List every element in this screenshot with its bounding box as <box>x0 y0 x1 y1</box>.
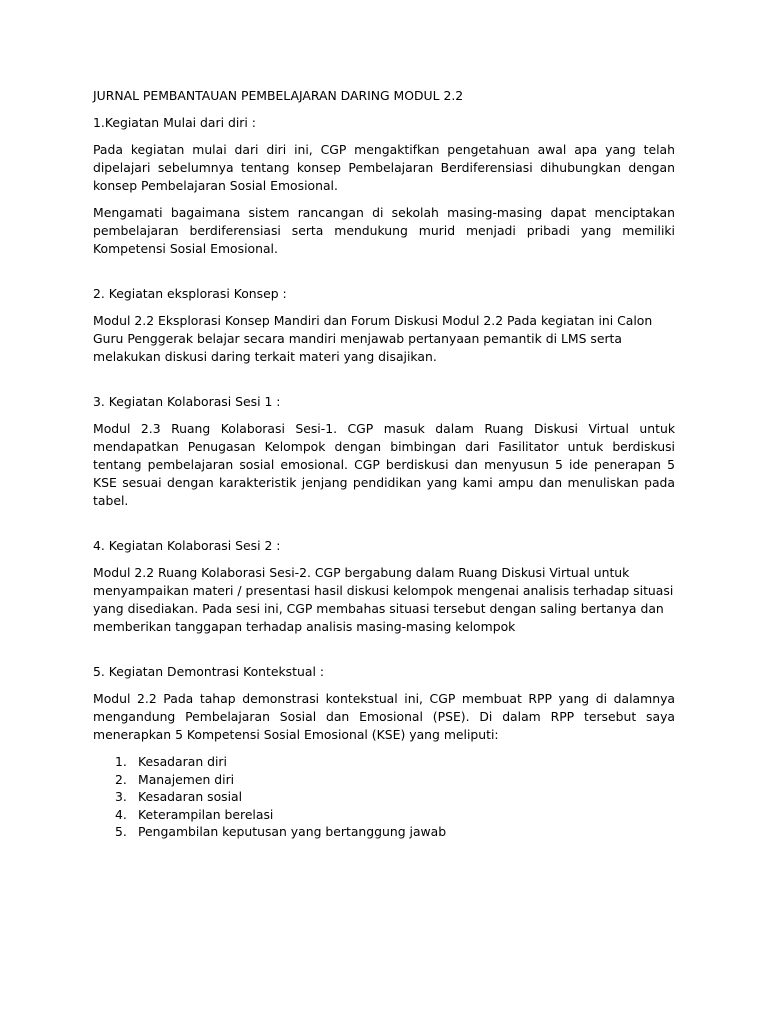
section-kolaborasi-sesi-2 <box>93 537 675 636</box>
list-item <box>93 771 675 789</box>
list-text: Manajemen diri <box>138 771 235 787</box>
section-kolaborasi-sesi-1 <box>93 393 675 510</box>
section-heading: 4. Kegiatan Kolaborasi Sesi 2 : <box>93 538 281 553</box>
section-mulai-dari-diri <box>93 114 675 258</box>
list-text: Kesadaran sosial <box>138 789 243 805</box>
section-heading: 2. Kegiatan eksplorasi Konsep : <box>93 286 287 301</box>
list-number: 5. <box>115 824 127 840</box>
list-item <box>93 788 675 806</box>
section-heading: 5. Kegiatan Demontrasi Kontekstual : <box>93 664 324 679</box>
section-paragraph: Modul 2.2 Pada tahap demonstrasi kontekstual ini, CGP membuat RPP yang di dalamnya mengandung Pembelajaran Sosial dan Emosional (PSE). Di dalam RPP tersebut saya menerapkan 5 Kompetensi Sosial Emosional (KSE) yang meliputi: <box>93 691 675 742</box>
section-paragraph: Modul 2.2 Ruang Kolaborasi Sesi-2. CGP bergabung dalam Ruang Diskusi Virtual untuk menyampaikan materi / presentasi hasil diskusi kelompok mengenai analisis terhadap situasi yang disediakan. Pada sesi ini, CGP membahas situasi tersebut dengan saling bertanya dan memberikan tanggapan terhadap analisis masing-masing kelompok <box>93 565 674 634</box>
section-demonstrasi-kontekstual <box>93 663 675 841</box>
section-heading: 3. Kegiatan Kolaborasi Sesi 1 : <box>93 394 281 409</box>
list-number: 2. <box>115 771 127 787</box>
document-body <box>93 87 675 841</box>
section-paragraph: Pada kegiatan mulai dari diri ini, CGP mengaktifkan pengetahuan awal apa yang telah dipelajari sebelumnya tentang konsep Pembelajaran Berdiferensiasi dihubungkan dengan konsep Pembelajaran Sosial Emosional. <box>93 142 675 193</box>
kse-list <box>93 753 675 841</box>
section-heading: 1.Kegiatan Mulai dari diri : <box>93 115 256 130</box>
section-paragraph: Modul 2.2 Eksplorasi Konsep Mandiri dan Forum Diskusi Modul 2.2 Pada kegiatan ini Calon Guru Penggerak belajar secara mandiri menjawab pertanyaan pemantik di LMS serta melakukan diskusi daring terkait materi yang disajikan. <box>93 313 653 364</box>
list-text: Kesadaran diri <box>138 754 227 769</box>
list-number: 4. <box>115 806 127 822</box>
list-item <box>93 806 675 824</box>
list-text: Keterampilan berelasi <box>138 806 274 822</box>
section-paragraph: Mengamati bagaimana sistem rancangan di sekolah masing-masing dapat menciptakan pembelajaran berdiferensiasi serta mendukung murid menjadi pribadi yang memiliki Kompetensi Sosial Emosional. <box>93 205 675 256</box>
list-text: Pengambilan keputusan yang bertanggung jawab <box>138 824 447 840</box>
section-paragraph: Modul 2.3 Ruang Kolaborasi Sesi-1. CGP masuk dalam Ruang Diskusi Virtual untuk mendapatkan Penugasan Kelompok dengan bimbingan dari Fasilitator untuk berdiskusi tentang pembelajaran sosial emosional. CGP berdiskusi dan menyusun 5 ide penerapan 5 KSE sesuai dengan karakteristik jenjang pendidikan yang kami ampu dan menuliskan pada tabel. <box>93 421 675 508</box>
section-eksplorasi-konsep <box>93 285 675 366</box>
list-item <box>93 823 675 841</box>
list-number: 1. <box>115 754 127 769</box>
document-title: JURNAL PEMBANTAUAN PEMBELAJARAN DARING MODUL 2.2 <box>93 88 464 103</box>
list-item <box>93 753 675 771</box>
list-number: 3. <box>115 789 127 805</box>
